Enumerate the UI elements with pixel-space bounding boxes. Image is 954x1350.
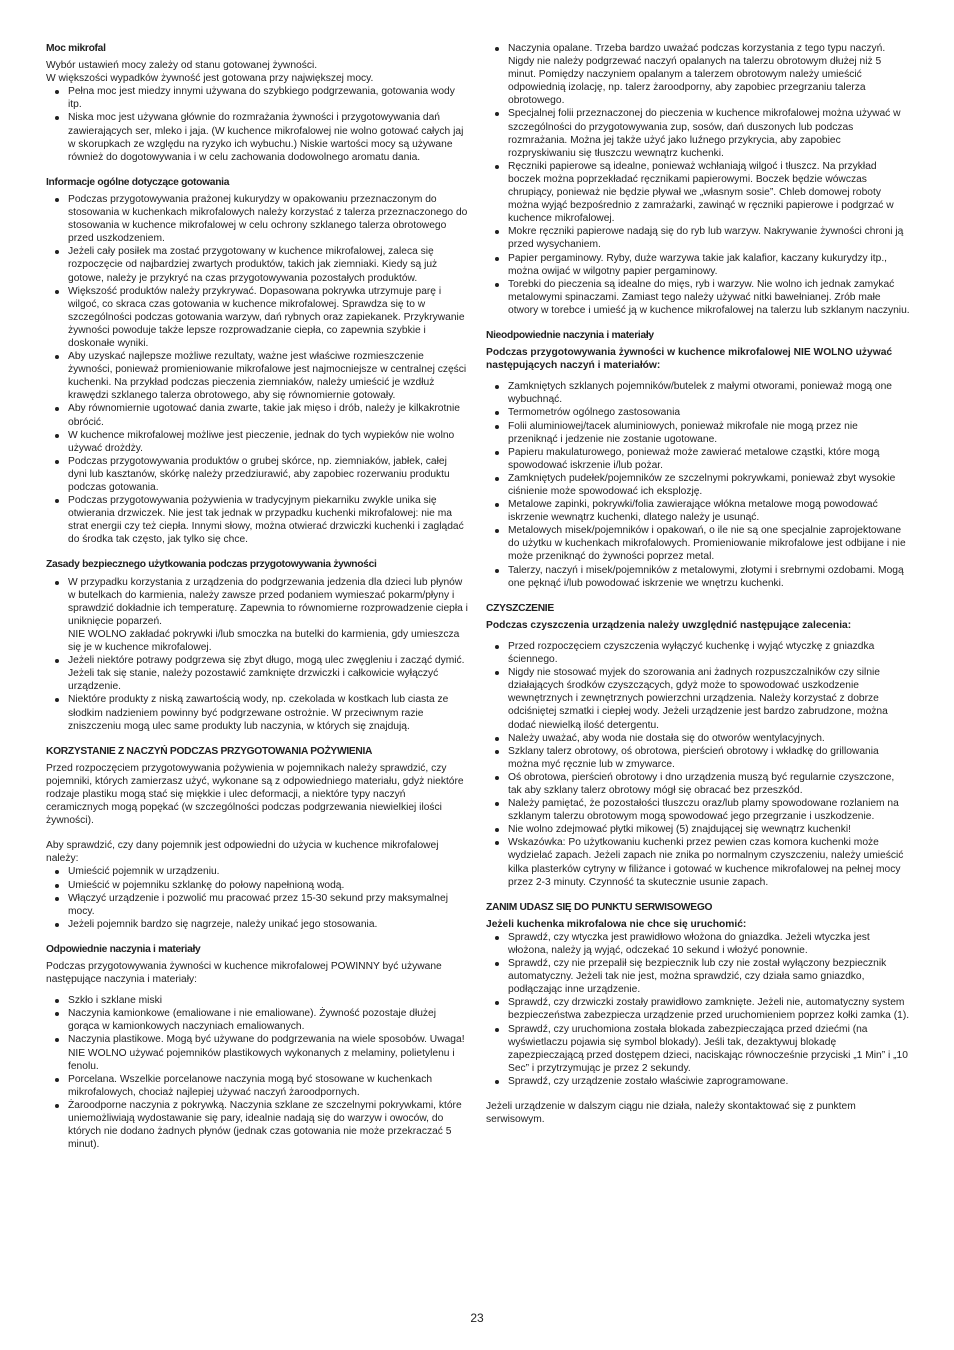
list-item: W przypadku korzystania z urządzenia do podgrzewania jedzenia dla dzieci lub płynów w butelkach do karmienia, należy zawsze przed podaniem wymieszać pokarm/płyny i sprawdzić dokładnie ich temperaturę. Zapewnia to równomierne rozprowadzenie ciepła i uniknięcie poparzeń. NIE WOLNO zakładać pokrywki i/lub smoczka na butelki do karmienia, gdy umieszcza się je w kuchence mikrofalowej. xyxy=(46,576,468,655)
list-item: Sprawdź, czy wtyczka jest prawidłowo włożona do gniazdka. Jeżeli wtyczka jest włożona, należy ją wyjąć, odczekać 10 sekund i włożyć ponownie. xyxy=(486,931,910,957)
list-item: Naczynia kamionkowe (emaliowane i nie emaliowane). Żywność pozostaje dłużej gorąca w kamionkowych naczyniach emaliowanych. xyxy=(46,1007,468,1033)
list-item: Należy uważać, aby woda nie dostała się do otworów wentylacyjnych. xyxy=(486,732,910,745)
serwis-subheading: Jeżeli kuchenka mikrofalowa nie chce się uruchomić: xyxy=(486,918,747,930)
list-item: Podczas przygotowywania produktów o grubej skórce, np. ziemniaków, jabłek, całej dyni lub kasztanów, skórkę należy przedziurawić, aby zapobiec rozerwaniu produktu podczas gotowania. xyxy=(46,455,468,494)
odpowiednie-list-continued xyxy=(486,42,910,317)
list-item: W kuchence mikrofalowej możliwe jest pieczenie, jednak do tych wypieków nie wolno używać drożdży. xyxy=(46,429,468,455)
section-heading-czyszczenie: CZYSZCZENIE xyxy=(486,602,554,614)
odpowiednie-paragraph: Podczas przygotowywania żywności w kuchence mikrofalowej POWINNY być używane następujące naczynia i materiały: xyxy=(46,961,442,986)
section-heading-nieodpowiednie: Nieodpowiednie naczynia i materiały xyxy=(486,329,654,341)
list-item: Talerzy, naczyń i misek/pojemników z metalowymi, złotymi i srebrnymi ozdobami. Mogą one pęknąć i/lub powodować iskrzenie we wnętrzu kuchenki. xyxy=(486,564,910,590)
list-item: Pełna moc jest miedzy innymi używana do szybkiego podgrzewania, gotowania wody itp. xyxy=(46,85,468,111)
korzystanie-list xyxy=(46,865,468,930)
list-item: Niektóre produkty z niską zawartością wody, np. czekolada w kostkach lub ciasta ze słodkim nadzieniem powinny być podgrzewane ostrożnie. W przeciwnym razie zniszczeniu mogą ulec same produkty lub naczynia, w których się znajdują. xyxy=(46,693,468,732)
list-item: Nigdy nie stosować myjek do szorowania ani żadnych rozpuszczalników czy silnie działających środków czyszczących, gdyż może to spowodować uszkodzenie wewnętrznych i zewnętrznych powierzchni urządzenia. Należy korzystać z dobrze odciśniętej szmatki i ciepłej wody. Jeżeli urządzenie jest bardzo zabrudzone, można dodać niewielką ilość detergentu. xyxy=(486,666,910,731)
list-item: Folii aluminiowej/tacek aluminiowych, ponieważ mikrofale nie mogą przez nie przeniknąć i jedzenie nie zostanie ugotowane. xyxy=(486,420,910,446)
section-heading-odpowiednie: Odpowiednie naczynia i materiały xyxy=(46,943,201,955)
list-item: Torebki do pieczenia są idealne do mięs, ryb i warzyw. Nie wolno ich jednak zamykać metalowymi spinaczami. Zamiast tego należy używać nitki bawełnianej. Zrób małe otwory w torebce i umieść ją w kuchence mikrofalowej na talerzu lub szklanym naczyniu. xyxy=(486,278,910,317)
page-number: 23 xyxy=(470,1311,484,1325)
serwis-list xyxy=(486,931,910,1088)
czyszczenie-subheading: Podczas czyszczenia urządzenia należy uwzględnić następujące zalecenia: xyxy=(486,619,852,631)
list-item: Termometrów ogólnego zastosowania xyxy=(486,406,910,419)
right-column xyxy=(486,42,910,1134)
list-item: Oś obrotowa, pierścień obrotowy i dno urządzenia muszą być regularnie czyszczone, tak aby szklany talerz obrotowy mógł się obracać bez przeszkód. xyxy=(486,771,910,797)
list-item: Aby równomiernie ugotować dania zwarte, takie jak mięso i drób, należy je kilkakrotnie obrócić. xyxy=(46,402,468,428)
moc-paragraph: W większości wypadków żywność jest gotowana przy największej mocy. xyxy=(46,73,374,85)
list-item: Większość produktów należy przykrywać. Dopasowana pokrywka utrzymuje parę i wilgoć, co skraca czas gotowania w kuchence mikrofalowej. Sprawdza się to w szczególności podczas gotowania warzyw, dań rybnych oraz zapiekanek. Przykrywanie żywności powoduje także lepsze rozprowadzanie ciepła, co zapewnia szybkie i doskonałe wyniki. xyxy=(46,285,468,350)
section-heading-zasady: Zasady bezpiecznego użytkowania podczas przygotowywania żywności xyxy=(46,559,377,571)
czyszczenie-list xyxy=(486,640,910,889)
left-column xyxy=(46,42,468,1159)
nieodpowiednie-subheading: Podczas przygotowywania żywności w kuchence mikrofalowej NIE WOLNO używać następujących naczyń i materiałów: xyxy=(486,347,893,372)
list-item: Zamkniętych szklanych pojemników/butelek z małymi otworami, ponieważ mogą one wybuchnąć. xyxy=(486,380,910,406)
list-item: Włączyć urządzenie i pozwolić mu pracować przez 15-30 sekund przy maksymalnej mocy. xyxy=(46,892,468,918)
list-item: Przed rozpoczęciem czyszczenia wyłączyć kuchenkę i wyjąć wtyczkę z gniazdka ściennego. xyxy=(486,640,910,666)
list-item: Żaroodporne naczynia z pokrywką. Naczynia szklane ze szczelnymi pokrywkami, które uniemożliwiają wydostawanie się pary, idealnie nadają się do warzyw i owoców, do których nie dodano żadnych płynów (jednak czas gotowania nie może przekraczać 5 minut). xyxy=(46,1099,468,1151)
list-item: Metalowych misek/pojemników i opakowań, o ile nie są one specjalnie zaprojektowane do użytku w kuchenkach mikrofalowych. Promieniowanie mikrofalowe jest odbijane i nie może przeniknąć do żywności poprzez metal. xyxy=(486,524,910,563)
zasady-list xyxy=(46,576,468,733)
list-item: Nie wolno zdejmować płytki mikowej (5) znajdującej się wewnątrz kuchenki! xyxy=(486,823,910,836)
list-item: Podczas przygotowywania prażonej kukurydzy w opakowaniu przeznaczonym do stosowania w kuchenkach mikrofalowych należy korzystać z talerza przeznaczonego do stosowania w kuchence mikrofalowej w celu ochrony szklanego talerza obrotowego przed uszkodzeniem. xyxy=(46,193,468,245)
list-item: Podczas przygotowywania pożywienia w tradycyjnym piekarniku zwykle unika się otwierania drzwiczek. Nie jest tak jednak w przypadku kuchenki mikrofalowej: nie ma strat energii czy też ciepła. Innymi słowy, można otwierać drzwiczki kuchenki i zaglądać do środka tak często, jak tylko się chce. xyxy=(46,494,468,546)
list-item: Szklany talerz obrotowy, oś obrotowa, pierścień obrotowy i wkładkę do grillowania można myć ręcznie lub w zmywarce. xyxy=(486,745,910,771)
list-item: Ręczniki papierowe są idealne, ponieważ wchłaniają wilgoć i tłuszcz. Na przykład boczek można poprzekładać ręcznikami papierowymi. Boczek będzie wówczas chrupiący, ponieważ nie będzie pływał we „własnym sosie”. Chleb domowej roboty można wyjąć bezpośrednio z zamrażarki, zawinąć w ręczniki papierowe i podgrzać w kuchence mikrofalowej. xyxy=(486,160,910,225)
korzystanie-paragraph: Przed rozpoczęciem przygotowywania pożywienia w pojemnikach należy sprawdzić, czy pojemniki, których zamierzasz użyć, wykonane są z odpowiedniego materiału, gdyż niektóre rodzaje plastiku mogą stać się miękkie i ulec deformacji, a niektóre typy naczyń ceramicznych mogą popękać (w szczególności podczas podgrzewania niewielkiej ilości żywności). xyxy=(46,762,464,827)
list-item: Jeżeli niektóre potrawy podgrzewa się zbyt długo, mogą ulec zwęgleniu i zacząć dymić. Jeżeli tak się stanie, należy pozostawić zamknięte drzwiczki i całkowicie wyłączyć urządzenie. xyxy=(46,654,468,693)
korzystanie-paragraph: Aby sprawdzić, czy dany pojemnik jest odpowiedni do użycia w kuchence mikrofalowej należy: xyxy=(46,840,439,865)
section-heading-korzystanie: KORZYSTANIE Z NACZYŃ PODCZAS PRZYGOTOWANIA POŻYWIENIA xyxy=(46,745,373,757)
nieodpowiednie-list xyxy=(486,380,910,590)
list-item: Naczynia plastikowe. Mogą być używane do podgrzewania na wiele sposobów. Uwaga! NIE WOLNO używać pojemników plastikowych wykonanych z melaminy, polietylenu i fenolu. xyxy=(46,1033,468,1072)
list-item: Papier pergaminowy. Ryby, duże warzywa takie jak kalafior, kaczany kukurydzy itp., można owijać w wilgotny papier pergaminowy. xyxy=(486,252,910,278)
section-heading-serwis: ZANIM UDASZ SIĘ DO PUNKTU SERWISOWEGO xyxy=(486,901,713,913)
serwis-footer-paragraph: Jeżeli urządzenie w dalszym ciągu nie działa, należy skontaktować się z punktem serwisowym. xyxy=(486,1101,856,1126)
list-item: Naczynia opalane. Trzeba bardzo uważać podczas korzystania z tego typu naczyń. Nigdy nie należy podgrzewać naczyń opalanych na talerzu obrotowym dłużej niż 5 minut. Pomiędzy naczyniem opalanym a talerzem obrotowym należy umieścić odpowiednią izolację, np. talerz żaroodporny, aby zapobiec przegrzaniu talerza obrotowego. xyxy=(486,42,910,107)
list-item: Niska moc jest używana głównie do rozmrażania żywności i przygotowywania dań zawierających ser, mleko i jaja. (W kuchence mikrofalowej nie wolno gotować całych jaj w skorupkach ze względu na ryzyko ich wybuchu.) Niskie wartości mocy są używane również do dogotowywania i w celu zachowania dodowolnego aromatu dania. xyxy=(46,111,468,163)
section-heading-info: Informacje ogólne dotyczące gotowania xyxy=(46,176,230,188)
list-item: Sprawdź, czy nie przepalił się bezpiecznik lub czy nie został wyłączony bezpiecznik automatyczny. Jeżeli tak nie jest, można sprawdzić, czy działa samo gniazdko, podłączając inne urządzenie. xyxy=(486,957,910,996)
list-item: Jeżeli pojemnik bardzo się nagrzeje, należy unikać jego stosowania. xyxy=(46,918,468,931)
list-item: Sprawdź, czy uruchomiona została blokada zabezpieczająca przed dziećmi (na wyświetlaczu pojawia się symbol blokady). Jeśli tak, dezaktywuj blokadę zapezpieczającą przed dostępem dzieci, naciskając równocześnie przyciski „1 Min” i „10 Sec” i przytrzymując je przez 2 sekundy. xyxy=(486,1023,910,1075)
list-item: Metalowe zapinki, pokrywki/folia zawierające włókna metalowe mogą powodować iskrzenie wewnątrz kuchenki, dlatego należy je usunąć. xyxy=(486,498,910,524)
odpowiednie-list xyxy=(46,994,468,1151)
list-item: Wskazówka: Po użytkowaniu kuchenki przez pewien czas komora kuchenki może wydzielać zapach. Jeżeli zapach nie znika po normalnym czyszczeniu, należy umieścić kilka plasterków cytryny w filiżance i gotować w kuchence mikrofalowej na pełnej mocy przez 2-3 minuty. Czynność ta skutecznie usunie zapach. xyxy=(486,836,910,888)
list-item: Umieścić w pojemniku szklankę do połowy napełnioną wodą. xyxy=(46,879,468,892)
moc-paragraph: Wybór ustawień mocy zależy od stanu gotowanej żywności. xyxy=(46,60,318,72)
section-heading-moc: Moc mikrofal xyxy=(46,43,106,54)
list-item: Sprawdź, czy urządzenie zostało właściwie zaprogramowane. xyxy=(486,1075,910,1088)
info-list xyxy=(46,193,468,547)
list-item: Mokre ręczniki papierowe nadają się do ryb lub warzyw. Nakrywanie żywności chroni ją przed wysychaniem. xyxy=(486,225,910,251)
list-item: Należy pamiętać, że pozostałości tłuszczu oraz/lub plamy spowodowane rozlaniem na szklanym talerzu obrotowym mogą spowodować jego przegrzanie i uszkodzenie. xyxy=(486,797,910,823)
list-item: Porcelana. Wszelkie porcelanowe naczynia mogą być stosowane w kuchenkach mikrofalowych, chociaż najlepiej używać naczyń żaroodpornych. xyxy=(46,1073,468,1099)
moc-list xyxy=(46,85,468,164)
list-item: Sprawdź, czy drzwiczki zostały prawidłowo zamknięte. Jeżeli nie, automatyczny system bezpieczeństwa zabezpiecza urządzenie przed uruchomieniem poprzez kołki zamka (1). xyxy=(486,996,910,1022)
list-item: Aby uzyskać najlepsze możliwe rezultaty, ważne jest właściwe rozmieszczenie żywności, ponieważ promieniowanie mikrofalowe jest najmocniejsze w centralnej części kuchenki. Na przykład podczas pieczenia ziemniaków, należy umieścić je wzdłuż krawędzi szklanego talerza obrotowego, aby się równomiernie gotowały. xyxy=(46,350,468,402)
list-item: Specjalnej folii przeznaczonej do pieczenia w kuchence mikrofalowej można używać w szczególności do przygotowywania zup, sosów, dań duszonych lub podczas rozmrażania. Można jej także użyć jako luźnego przykrycia, aby zapobiec rozpryskiwaniu się tłuszczu wewnątrz kuchenki. xyxy=(486,107,910,159)
list-item: Umieścić pojemnik w urządzeniu. xyxy=(46,865,468,878)
list-item: Zamkniętych pudełek/pojemników ze szczelnymi pokrywkami, ponieważ zbyt wysokie ciśnienie może spowodować ich eksplozję. xyxy=(486,472,910,498)
list-item: Papieru makulaturowego, ponieważ może zawierać metalowe cząstki, które mogą spowodować iskrzenie i/lub pożar. xyxy=(486,446,910,472)
list-item: Szkło i szklane miski xyxy=(46,994,468,1007)
list-item: Jeżeli cały posiłek ma zostać przygotowany w kuchence mikrofalowej, zaleca się rozpoczęcie od najbardziej zwartych produktów, takich jak ziemniaki. Kiedy są już gotowe, należy je przykryć na czas przygotowywania pozostałych produktów. xyxy=(46,245,468,284)
